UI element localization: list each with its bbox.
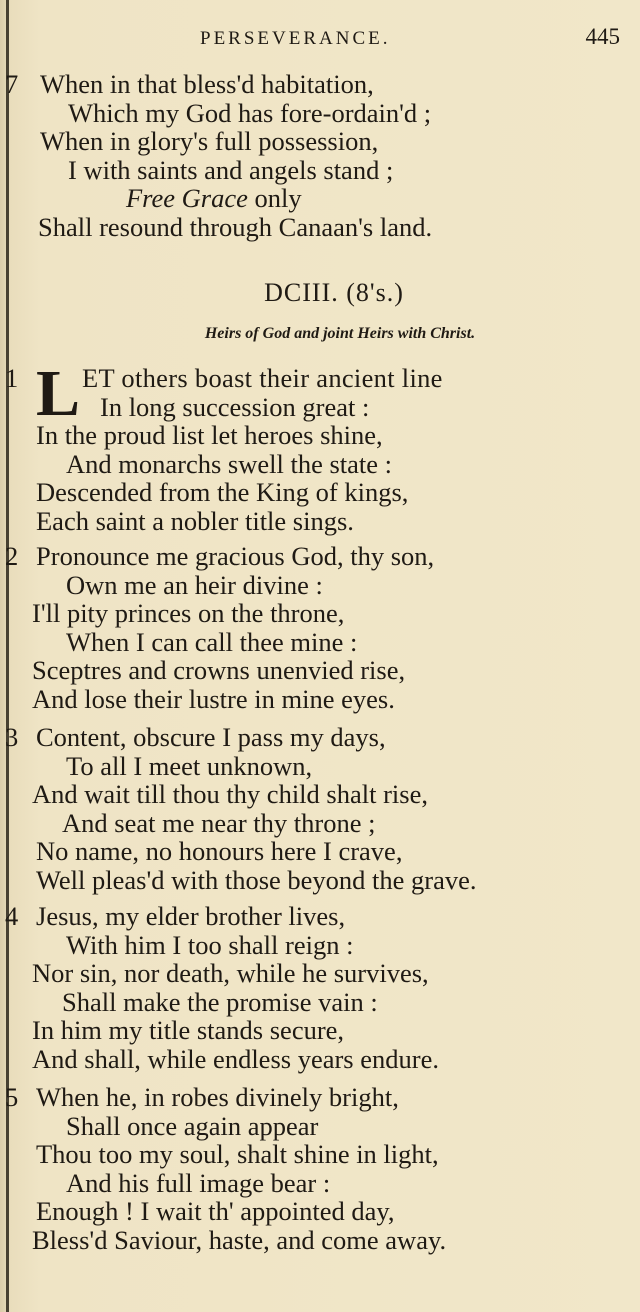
verse-line: And lose their lustre in mine eyes. — [32, 683, 395, 714]
stanza-number: 2 — [5, 541, 19, 571]
running-head: PERSEVERANCE. — [200, 28, 391, 49]
verse-line: 5 When he, in robes divinely bright, — [5, 1082, 399, 1112]
verse-line: I with saints and angels stand ; — [68, 154, 394, 185]
verse-line: Descended from the King of kings, — [36, 477, 409, 508]
drop-cap: L — [36, 357, 81, 430]
verse-line: Sceptres and crowns unenvied rise, — [32, 655, 406, 686]
verse-line: In the proud list let heroes shine, — [36, 420, 383, 451]
verse-line: And his full image bear : — [66, 1167, 331, 1198]
verse-line: 3 Content, obscure I pass my days, — [5, 722, 386, 752]
verse-line: Thou too my soul, shalt shine in light, — [36, 1139, 439, 1170]
stanza-number: 4 — [5, 901, 19, 931]
stanza-number: 5 — [5, 1082, 19, 1112]
verse-line: When in glory's full possession, — [40, 126, 379, 157]
verse-line: Each saint a nobler title sings. — [36, 505, 354, 536]
verse-line: With him I too shall reign : — [66, 929, 354, 960]
stanza-number: 7 — [5, 69, 19, 99]
verse-line: And wait till thou thy child shalt rise, — [32, 779, 428, 810]
verse-line: In long succession great : — [100, 391, 370, 422]
verse-line: And shall, while endless years endure. — [32, 1043, 439, 1074]
verse-line: Nor sin, nor death, while he survives, — [32, 958, 429, 989]
verse-line: 1 ET others boast their ancient line — [5, 363, 443, 393]
hymn-title: Heirs of God and joint Heirs with Christ. — [204, 325, 476, 342]
verse-line: Bless'd Saviour, haste, and come away. — [32, 1224, 447, 1255]
stanza-number: 3 — [5, 722, 19, 752]
verse-line: Which my God has fore-ordain'd ; — [68, 97, 432, 128]
verse-line: And monarchs swell the state : — [66, 448, 393, 479]
verse-line: Enough ! I wait th' appointed day, — [36, 1196, 395, 1227]
stanza-number: 1 — [5, 363, 19, 393]
verse-line: Shall resound through Canaan's land. — [38, 211, 433, 242]
stanza-2 — [0, 542, 640, 714]
verse-line: I'll pity princes on the throne, — [32, 598, 345, 629]
verse-line: Shall once again appear — [66, 1110, 319, 1141]
verse-line: And seat me near thy throne ; — [62, 807, 376, 838]
verse-line: In him my title stands secure, — [32, 1015, 345, 1046]
stanza-4 — [0, 902, 640, 1074]
page-number: 445 — [585, 24, 620, 49]
verse-line: No name, no honours here I crave, — [36, 836, 403, 867]
verse-line: To all I meet unknown, — [66, 750, 313, 781]
stanza-1 — [0, 364, 640, 536]
verse-line: 4 Jesus, my elder brother lives, — [5, 901, 346, 931]
stanza-3 — [0, 723, 640, 895]
hymn-number: DCIII. (8's.) — [264, 278, 404, 307]
prev-hymn-stanza-7 — [0, 70, 640, 242]
verse-line: Well pleas'd with those beyond the grave. — [36, 864, 477, 895]
italic-phrase: Free Grace — [126, 183, 248, 214]
stanza-5 — [0, 1083, 640, 1255]
verse-line: Shall make the promise vain : — [62, 986, 378, 1017]
verse-line: Free Grace only — [126, 183, 302, 214]
verse-line: Own me an heir divine : — [66, 569, 323, 600]
verse-line: When I can call thee mine : — [66, 626, 358, 657]
verse-line: 2 Pronounce me gracious God, thy son, — [5, 541, 435, 571]
verse-line: 7 When in that bless'd habitation, — [5, 69, 374, 99]
